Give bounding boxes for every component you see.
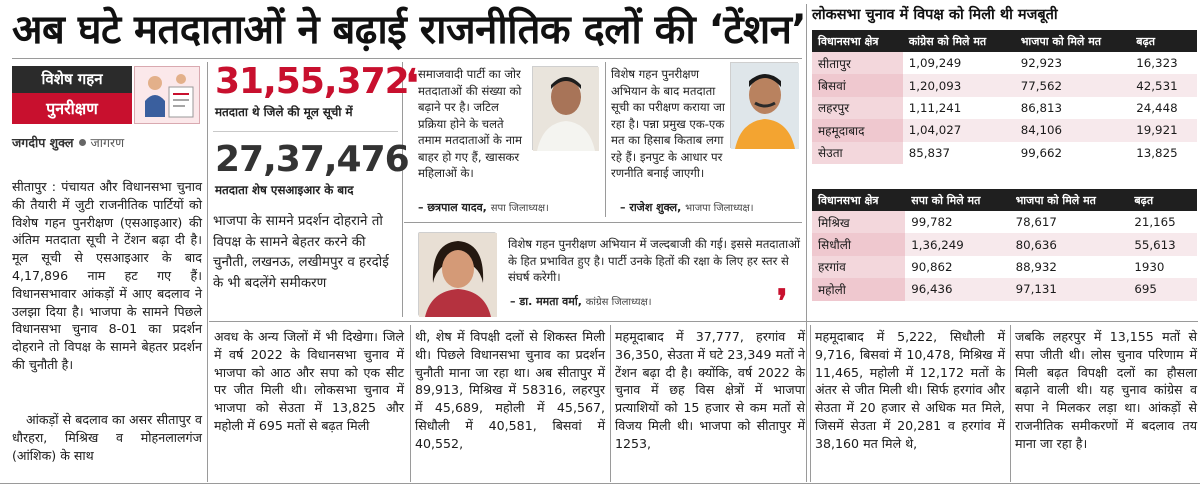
vote-cell: 90,862 — [911, 259, 953, 274]
table-row — [812, 211, 1197, 233]
article-paragraph: अवध के अन्य जिलों में भी दिखेगा। जिले में वर्ष 2022 के विधानसभा चुनाव में भाजपा को आठ और सपा को एक सीट पर जीत मिली थी। लोकसभा चुनाव में भाजपा को सेउता में 13,825 और महोली में 695 मतों से बढ़त मिली — [214, 329, 404, 433]
vote-cell: 97,131 — [1010, 278, 1129, 300]
article-paragraph: थी, शेष में विपक्षी दलों से शिकस्त मिली थी। पिछले विधानसभा चुनाव का प्रदर्शन चुनौती माना जा रहा था। अब सीतापुर में 89,913, मिश्रिख में 58316, लहरपुर में 45,689, महोली में 45,567, सिधौली में 40,581, बिसवां में 40,552, — [415, 329, 605, 451]
vote-cell: 84,106 — [1015, 119, 1131, 141]
table-row — [812, 233, 1197, 255]
vote-cell: 19,921 — [1130, 119, 1197, 141]
vote-cell: 99,782 — [911, 215, 953, 230]
constituency-cell: बिसवां — [812, 74, 903, 96]
vote-cell: 24,448 — [1136, 100, 1178, 115]
table-header-cell: विधानसभा क्षेत्र — [812, 189, 905, 211]
stat-divider — [213, 131, 398, 132]
congress-vote-table — [812, 30, 1197, 164]
table-header-row — [812, 30, 1197, 52]
sp-quote-signature: – छत्रपाल यादव, सपा जिलाध्यक्ष। — [418, 201, 549, 214]
column-divider — [1010, 325, 1011, 482]
column-divider — [610, 325, 611, 482]
column-divider — [410, 325, 411, 482]
constituency-cell: सिधौली — [812, 233, 905, 255]
article-paragraph: महमूदाबाद में 37,777, हरगांव में 36,350, सेउता में घटे 23,349 मतों ने टेंशन बढ़ा दी है। क्योंकि, वर्ष 2022 के चुनाव में छह विस क्षेत्रों में भाजपा प्रत्याशियों को 15 हजार से कम मतों से विजय मिली थी। भाजपा को सीतापुर में 1253, — [615, 329, 805, 451]
article-paragraph: आंकड़ों से बदलाव का असर सीतापुर व धौरहरा, मिश्रिख व मोहनलालगंज (आंशिक) के साथ — [12, 412, 202, 463]
table-row — [812, 256, 1197, 278]
vote-cell: 1,20,093 — [903, 74, 1015, 96]
table-header-cell: सपा को मिले मत — [905, 189, 1009, 211]
vote-cell: 16,323 — [1136, 56, 1178, 71]
author-name: जगदीप शुक्ल — [12, 135, 74, 150]
table-row — [812, 119, 1197, 141]
column-divider — [605, 62, 606, 217]
constituency-cell: हरगांव — [812, 256, 905, 278]
table-row — [812, 74, 1197, 96]
bjp-leader-photo — [730, 62, 798, 148]
byline — [12, 134, 207, 152]
quote-open-mark: ❛ — [406, 60, 419, 105]
vote-cell: 96,436 — [905, 278, 1009, 300]
table-header-row — [812, 189, 1197, 211]
column-divider — [810, 325, 811, 482]
stat-remaining-caption: मतदाता शेष एसआइआर के बाद — [215, 183, 354, 197]
voter-illustration — [134, 66, 200, 124]
vote-cell: 85,837 — [908, 145, 951, 160]
table-row — [812, 278, 1197, 300]
bjp-quote-text: विशेष गहन पुनरीक्षण अभियान के बाद मतदाता सूची का परीक्षण कराया जा रहा है। पन्ना प्रमुख एक-एक मत का हिसाब किताब लगा रहे हैं। इनपुट के आधार पर रणनीति बनाई जाएगी। — [611, 67, 725, 180]
vote-cell: 1930 — [1134, 259, 1165, 274]
table-header-cell: भाजपा को मिले मत — [1015, 30, 1131, 52]
highlight-text: भाजपा के सामने प्रदर्शन दोहराने तो विपक्ष के सामने बेहतर करने की चुनौती, लखनऊ, लखीमपुर व हरदोई के भी बदलेंगे समीकरण — [213, 214, 389, 291]
congress-leader-photo — [418, 232, 496, 316]
vote-cell: 92,923 — [1020, 56, 1062, 71]
vote-cell: 55,613 — [1128, 233, 1197, 255]
headline: अब घटे मतदाताओं ने बढ़ाई राजनीतिक दलों की ‘टेंशन’ — [12, 7, 807, 53]
byline-separator — [79, 139, 86, 146]
section-badge — [12, 66, 132, 124]
badge-top-label: विशेष गहन — [12, 66, 132, 93]
vote-cell: 77,562 — [1015, 74, 1131, 96]
body-rule — [209, 321, 1198, 322]
bjp-quote-signature: – राजेश शुक्ल, भाजपा जिलाध्यक्ष। — [620, 201, 754, 214]
vote-cell: 1,04,027 — [903, 119, 1015, 141]
headline-rule — [12, 58, 802, 59]
constituency-cell: महोली — [812, 278, 905, 300]
constituency-cell: सीतापुर — [812, 52, 903, 74]
article-paragraph: सीतापुर : पंचायत और विधानसभा चुनाव की तैयारी में जुटी राजनीतिक पार्टियों को विशेष गहन पुनरीक्षण (एसआइआर) की अंतिम मतदाता सूची ने टेंशन बढ़ा दी है। मूल सूची से एसआइआर के बाद 4,17,896 नाम हट गए हैं। विधानसभावार आंकड़ों में आए बदलाव ने उलझा दिया है। भाजपा के सामने पिछले विधानसभा चुनाव 8-01 का प्रदर्शन दोहराने तो विपक्ष के सामने बेहतर प्रदर्शन की चुनौती है। — [12, 179, 202, 372]
constituency-cell: सेउता — [812, 142, 903, 164]
constituency-cell: महमूदाबाद — [812, 119, 903, 141]
table-row — [812, 142, 1197, 164]
bottom-rule — [0, 483, 1200, 484]
congress-quote-text: विशेष गहन पुनरीक्षण अभियान में जल्दबाजी की गई। इससे मतदाताओं के हित प्रभावित हुए है। पार्टी उनके हितों की रक्षा के लिए हर स्तर से संघर्ष करेगी। — [508, 237, 800, 284]
vote-cell: 80,636 — [1010, 233, 1129, 255]
vote-cell: 13,825 — [1136, 145, 1178, 160]
vote-cell: 86,813 — [1020, 100, 1062, 115]
vote-cell: 1,36,249 — [905, 233, 1009, 255]
table-header-cell: भाजपा को मिले मत — [1010, 189, 1129, 211]
stat-remaining-voters: 27,37,476 — [215, 139, 409, 180]
stat-original-voters: 31,55,372 — [215, 61, 409, 102]
constituency-cell: लहरपुर — [812, 97, 903, 119]
sp-quote-text-a: समाजवादी पार्टी का जोर मतदाताओं की संख्या को बढ़ाने पर है। जटिल प्रक्रिया होने के चलते तमाम मतदाताओं के नाम बाहर हो गए हैं, खासकर महिलाओं के। — [418, 67, 522, 180]
table-header-cell: विधानसभा क्षेत्र — [812, 30, 903, 52]
vote-cell: 1,11,241 — [908, 100, 962, 115]
article-paragraph: जबकि लहरपुर में 13,155 मतों से सपा जीती थी। लोस चुनाव परिणाम में मिली बढ़त विपक्षी दलों का हौसला बढ़ाने वाली थी। यह चुनाव कांग्रेस व सपा ने मिलकर लड़ा था। आंकड़ों से राजनीतिक समीकरणों में बदलाव तय माना जा रहा है। — [1015, 329, 1197, 451]
vote-cell: 78,617 — [1015, 215, 1057, 230]
byline-source: जागरण — [90, 135, 125, 150]
vote-cell: 99,662 — [1020, 145, 1062, 160]
table-header-cell: बढ़त — [1130, 30, 1197, 52]
table-title: लोकसभा चुनाव में विपक्ष को मिली थी मजबूती — [812, 7, 1058, 23]
column-divider — [207, 62, 208, 482]
table-row — [812, 52, 1197, 74]
table-header-cell: कांग्रेस को मिले मत — [903, 30, 1015, 52]
column-divider — [806, 4, 807, 482]
table-row — [812, 97, 1197, 119]
article-paragraph: महमूदाबाद में 5,222, सिधौली में 9,716, बिसवां में 10,478, मिश्रिख में 11,465, महोली में 12,172 मतों के अंतर से जीत मिली थी। सिर्फ हरगांव और सेउता में 20 हजार से अधिक मत मिले, जिसमें सेउता में 20,281 व हरगांव में 38,160 मत मिले थे, — [815, 329, 1005, 451]
vote-cell: 21,165 — [1134, 215, 1176, 230]
quote-close-mark: ❜ — [777, 282, 788, 320]
vote-cell: 88,932 — [1015, 259, 1057, 274]
sp-leader-photo — [532, 66, 598, 150]
constituency-cell: मिश्रिख — [812, 211, 905, 233]
vote-cell: 1,09,249 — [908, 56, 962, 71]
table-header-cell: बढ़त — [1128, 189, 1197, 211]
vote-cell: 695 — [1128, 278, 1197, 300]
vote-cell: 42,531 — [1130, 74, 1197, 96]
badge-bottom-label: पुनरीक्षण — [12, 93, 132, 124]
quote-rule — [404, 222, 802, 223]
congress-quote-signature: – डा. ममता वर्मा, कांग्रेस जिलाध्यक्ष। — [510, 295, 652, 308]
stat-original-caption: मतदाता थे जिले की मूल सूची में — [215, 105, 353, 119]
sp-vote-table — [812, 189, 1197, 301]
